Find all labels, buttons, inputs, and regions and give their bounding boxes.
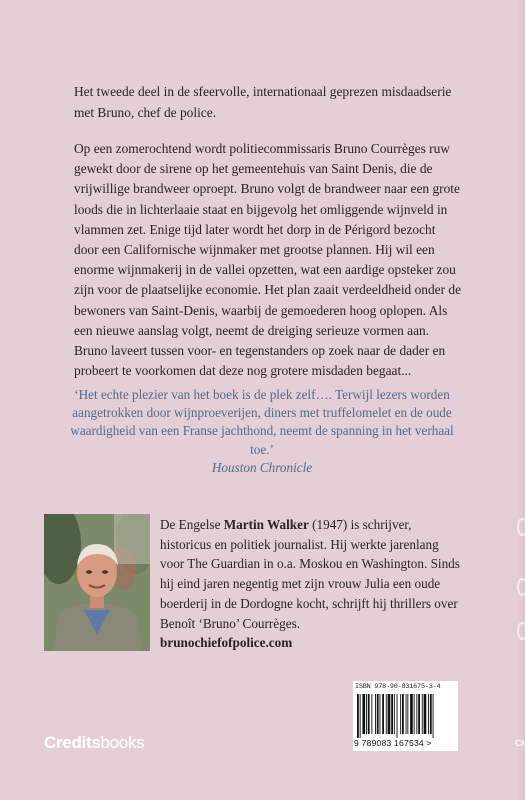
barcode-bar xyxy=(433,694,434,738)
barcode-bar xyxy=(418,694,420,734)
barcode-bar xyxy=(360,694,361,738)
barcode-bar xyxy=(430,694,432,734)
barcode-bar xyxy=(394,694,395,734)
quote-source: Houston Chronicle xyxy=(211,459,313,475)
intro-paragraph: Het tweede deel in de sfeervolle, internationaal geprezen misdaadserie met Bruno, chef de police. xyxy=(74,84,452,120)
spine-logo: Cr xyxy=(514,738,525,748)
barcode-bar xyxy=(424,694,427,734)
barcode-bar xyxy=(377,694,379,734)
review-quote xyxy=(60,386,464,477)
barcode-bar xyxy=(416,694,417,734)
barcode-bar xyxy=(380,694,381,734)
spine-mark xyxy=(517,518,525,536)
barcode-bar xyxy=(397,694,398,738)
spine-mark xyxy=(517,578,525,596)
barcode-bar xyxy=(386,694,387,734)
barcode-bar xyxy=(391,694,393,734)
barcode-bar xyxy=(428,694,429,734)
barcode-bars xyxy=(356,694,455,738)
bio-suffix: (1947) is schrijver, historicus en politiek journalist. Hij werkte jarenlang voor The Guardian in o.a. Moskou en Washington. Sinds hij eind jaren negentig met zijn vrouw Julia een oude boerderij in de Dordogne kocht, schrijft hij thrillers over Benoît ‘Bruno’ Courrèges. xyxy=(160,517,460,631)
author-website[interactable]: brunochiefofpolice.com xyxy=(160,635,293,651)
author-name: Martin Walker xyxy=(223,517,309,532)
quote-text: ‘Het echte plezier van het boek is de plek zelf…. Terwijl lezers worden aangetrokken door wijnproeverijen, diners met truffelomelet en de oude waardigheid van een Franse jachthond, neemt de spanning in het verhaal toe.’ xyxy=(70,387,454,457)
barcode-bar xyxy=(366,694,367,734)
barcode-bar xyxy=(382,694,384,734)
barcode-bar xyxy=(407,694,408,734)
barcode-bar xyxy=(362,694,365,734)
author-photo xyxy=(44,514,150,651)
spine-edge xyxy=(514,0,525,800)
barcode-bar xyxy=(375,694,376,734)
logo-light: books xyxy=(100,733,145,752)
barcode-bar xyxy=(410,694,413,734)
author-bio xyxy=(160,515,465,653)
barcode-bar xyxy=(371,694,372,734)
logo-bold: Credits xyxy=(44,733,101,752)
barcode-digits: 9 789083 167534 > xyxy=(354,738,432,748)
spine-mark xyxy=(517,622,525,640)
publisher-logo xyxy=(44,733,144,753)
barcode-bar xyxy=(357,694,359,738)
barcode-bar xyxy=(402,694,404,734)
barcode-bar xyxy=(368,694,370,734)
bio-prefix: De Engelse xyxy=(160,517,224,532)
barcode-bar xyxy=(400,694,401,734)
barcode-bar xyxy=(414,694,415,734)
isbn-label: ISBN 978-90-831675-3-4 xyxy=(355,683,441,691)
barcode-bar xyxy=(406,694,407,734)
isbn-barcode xyxy=(353,681,458,751)
synopsis-paragraph: Op een zomerochtend wordt politiecommissaris Bruno Courrèges ruw gewekt door de sirene op het gemeentehuis van Saint Denis, die de vrijwillige brandweer oproept. Bruno volgt de brandweer naar een grote loods die in lichterlaaie staat en bijgevolg het omliggende wijnveld in vlammen zet. Enige tijd later wordt het dorp in de Périgord bezocht door een Californische wijnmaker met grootse plannen. Hij wil een enorme wijnmakerij in de vallei opzetten, wat een aardige opsteker zou zijn voor de plaatselijke economie. Het plan zaait verdeeldheid onder de bewoners van Saint-Denis, waarbij de gemoederen hoog oplopen. Als een nieuwe aanslag volgt, neemt de dreiging serieuze vormen aan. Bruno laveert tussen voor- en tegenstanders op zoek naar de dader en probeert te voorkomen dat deze nog grotere misdaden begaat... xyxy=(74,141,462,379)
barcode-bar xyxy=(388,694,391,734)
barcode-bar xyxy=(422,694,423,734)
